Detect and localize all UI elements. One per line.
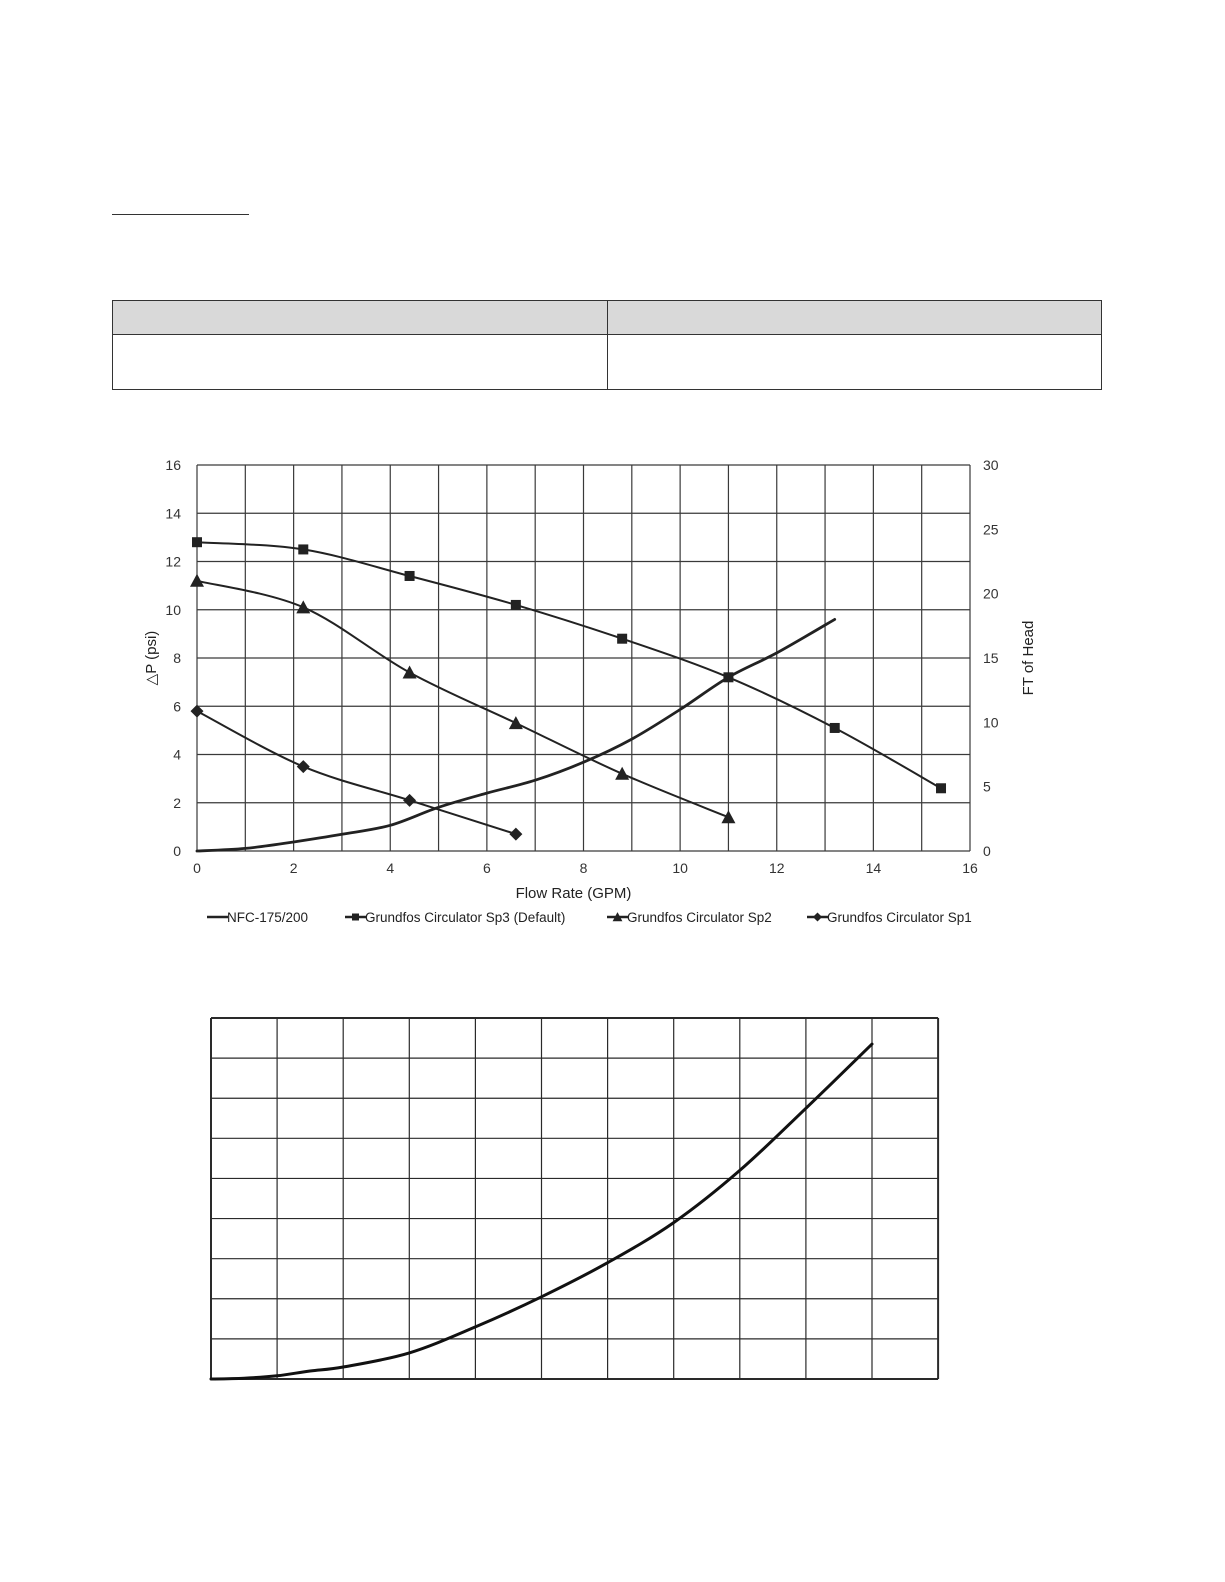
x-tick-label: 14 [865, 860, 882, 876]
y-tick-label: 16 [165, 457, 181, 473]
x-tick-label: 2 [289, 860, 298, 876]
y-tick-label: 12 [165, 553, 181, 570]
y2-tick-label: 25 [983, 521, 999, 538]
x-tick-label: 12 [768, 860, 785, 876]
y2-tick-label: 10 [983, 714, 999, 731]
y-axis-label: △P (psi) [143, 630, 160, 686]
y2-tick-label: 30 [983, 457, 999, 473]
legend-label: Grundfos Circulator Sp1 [827, 910, 972, 925]
y-tick-label: 6 [173, 698, 181, 715]
x-tick-label: 10 [672, 860, 688, 876]
y2-tick-label: 5 [983, 778, 991, 795]
y-tick-label: 14 [165, 505, 181, 522]
x-axis-label: Flow Rate (GPM) [515, 885, 632, 902]
y-tick-label: 8 [173, 650, 181, 666]
y2-tick-label: 15 [983, 650, 999, 666]
legend-label: NFC-175/200 [227, 910, 309, 925]
y2-tick-label: 20 [983, 585, 999, 602]
chart2-grid [211, 1018, 938, 1379]
y2-tick-label: 0 [983, 843, 991, 859]
y-tick-label: 0 [173, 843, 181, 859]
y-tick-label: 10 [165, 601, 181, 618]
x-tick-label: 6 [482, 860, 491, 876]
x-tick-label: 16 [962, 860, 978, 876]
y2-axis-label: FT of Head [1020, 620, 1037, 696]
x-tick-label: 8 [579, 860, 588, 876]
x-tick-label: 0 [193, 860, 201, 876]
legend-label: Grundfos Circulator Sp3 (Default) [365, 910, 566, 925]
legend-label: Grundfos Circulator Sp2 [627, 910, 772, 925]
y-tick-label: 4 [173, 746, 181, 763]
y-tick-label: 2 [173, 794, 181, 811]
x-tick-label: 4 [386, 860, 395, 876]
